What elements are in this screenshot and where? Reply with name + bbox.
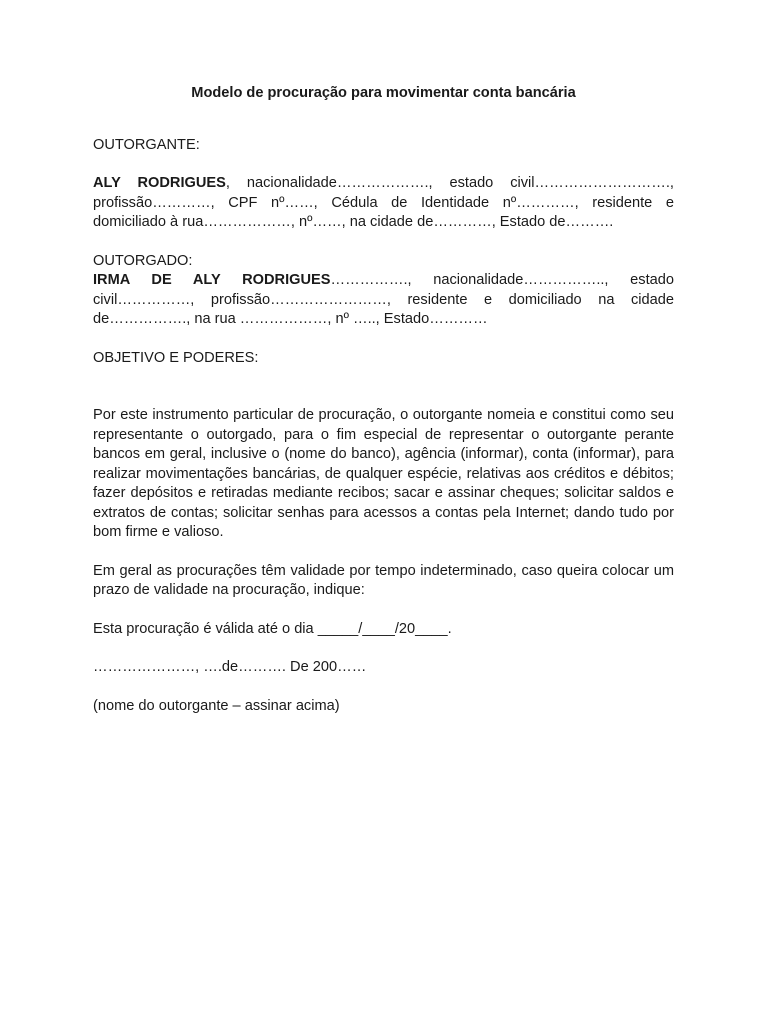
outorgado-name: IRMA DE ALY RODRIGUES — [93, 272, 331, 288]
validity-line: Esta procuração é válida até o dia _____/____/20____. — [93, 620, 452, 637]
outorgante-name: ALY RODRIGUES — [93, 175, 226, 191]
document-title: Modelo de procuração para movimentar conta bancária — [191, 85, 576, 101]
powers-paragraph: Por este instrumento particular de procuração, o outorgante nomeia e constitui como seu representante o outorgado, para o fim especial de representar o outorgante perante bancos em geral, inclusive o (nome do banco), agência (informar), conta (informar), para realizar movimentações bancárias, de qualquer espécie, relativas aos créditos e débitos; fazer depósitos e retiradas mediante recibos; sacar e assinar cheques; solicitar saldos e extratos de contas; solicitar senhas para acessos a contas pela Internet; dando tudo por bom firme e valioso. — [93, 407, 674, 540]
outorgado-paragraph — [93, 271, 674, 330]
outorgado-details: ……………., nacionalidade…………….., estado civil……………, profissão……………………, residente e domiciliado na cidade de……………., na rua ………………, nº ….., Estado………… — [93, 272, 674, 327]
date-line: …………………, ….de………. De 200…… — [93, 659, 367, 675]
outorgante-details: , nacionalidade………………., estado civil………………………., profissão…………, CPF nº……, Cédula de Identidade nº…………, residente e domiciliado à rua………………, nº……, na cidade de…………, Estado de………. — [93, 175, 674, 230]
outorgado-label: OUTORGADO: — [93, 252, 193, 269]
validity-paragraph: Em geral as procurações têm validade por tempo indeterminado, caso queira colocar um prazo de validade na procuração, indique: — [93, 562, 674, 598]
objetivo-label: OBJETIVO E PODERES: — [93, 349, 259, 366]
outorgante-paragraph — [93, 174, 674, 233]
outorgante-label: OUTORGANTE: — [93, 136, 200, 153]
document-page — [93, 84, 674, 716]
signature-line: (nome do outorgante – assinar acima) — [93, 697, 340, 714]
